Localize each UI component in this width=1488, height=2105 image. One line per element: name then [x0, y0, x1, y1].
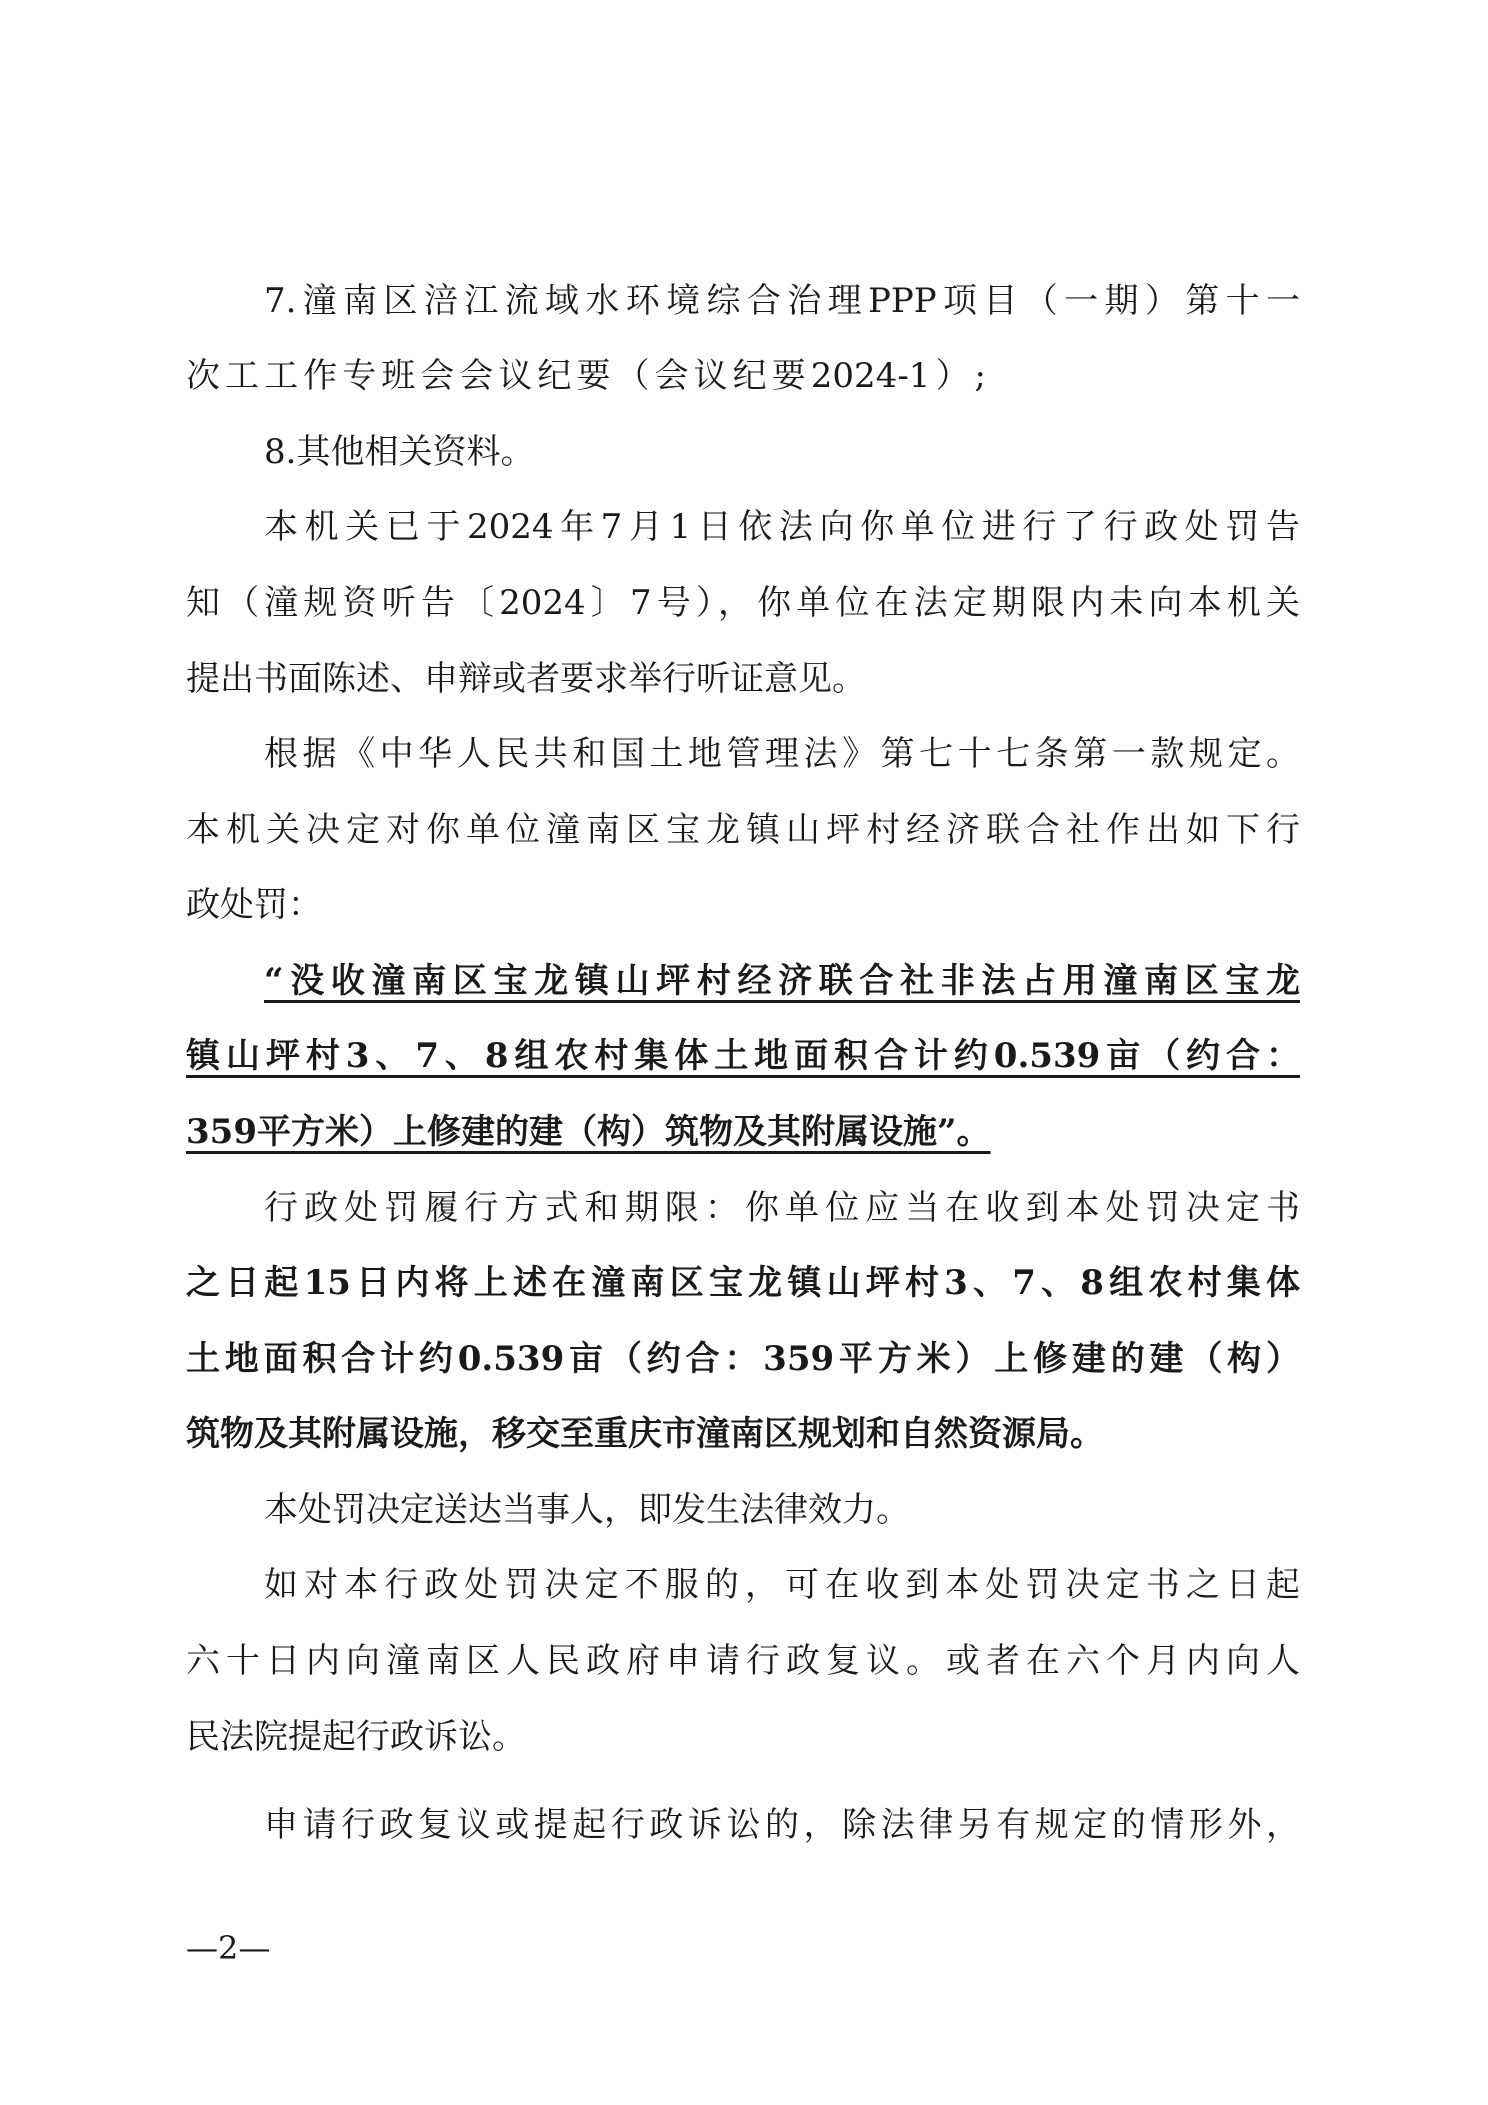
appeal-line-2: 六十日内向潼南区人民政府申请行政复议。或者在六个月内向人: [186, 1641, 1300, 1681]
page-number: —2—: [186, 1929, 271, 1967]
appeal-line-3: 民法院提起行政诉讼。: [186, 1717, 526, 1757]
notice-para-line-3: 提出书面陈述、申辩或者要求举行听证意见。: [186, 659, 866, 699]
decision-line-1: “没收潼南区宝龙镇山坪村经济联合社非法占用潼南区宝龙: [264, 961, 1300, 1001]
performance-line-4: 筑物及其附属设施，移交至重庆市潼南区规划和自然资源局。: [186, 1414, 1104, 1454]
item-7-line-2: 次工工作专班会会议纪要（会议纪要2024-1）;: [186, 356, 986, 396]
decision-line-2: 镇山坪村3、7、8组农村集体土地面积合计约0.539亩（约合：: [186, 1036, 1300, 1076]
review-line-1: 申请行政复议或提起行政诉讼的，除法律另有规定的情形外，: [264, 1805, 1300, 1845]
item-7-line-1: 7.潼南区涪江流域水环境综合治理PPP项目（一期）第十一: [264, 281, 1300, 321]
notice-para-line-2: 知（潼规资听告〔2024〕7号），你单位在法定期限内未向本机关: [186, 583, 1300, 623]
performance-line-2: 之日起15日内将上述在潼南区宝龙镇山坪村3、7、8组农村集体: [186, 1263, 1300, 1303]
decision-line-3: 359平方米）上修建的建（构）筑物及其附属设施”。: [186, 1112, 991, 1152]
basis-para-line-1: 根据《中华人民共和国土地管理法》第七十七条第一款规定。: [264, 734, 1300, 774]
basis-para-line-2: 本机关决定对你单位潼南区宝龙镇山坪村经济联合社作出如下行: [186, 810, 1300, 850]
basis-para-line-3: 政处罚：: [186, 885, 322, 925]
performance-line-1: 行政处罚履行方式和期限：你单位应当在收到本处罚决定书: [264, 1188, 1300, 1228]
performance-line-3: 土地面积合计约0.539亩（约合：359平方米）上修建的建（构）: [186, 1339, 1300, 1379]
appeal-line-1: 如对本行政处罚决定不服的，可在收到本处罚决定书之日起: [264, 1565, 1300, 1605]
item-8: 8.其他相关资料。: [264, 432, 535, 472]
effect-para: 本处罚决定送达当事人，即发生法律效力。: [264, 1490, 910, 1530]
notice-para-line-1: 本机关已于2024年7月1日依法向你单位进行了行政处罚告: [264, 507, 1300, 547]
